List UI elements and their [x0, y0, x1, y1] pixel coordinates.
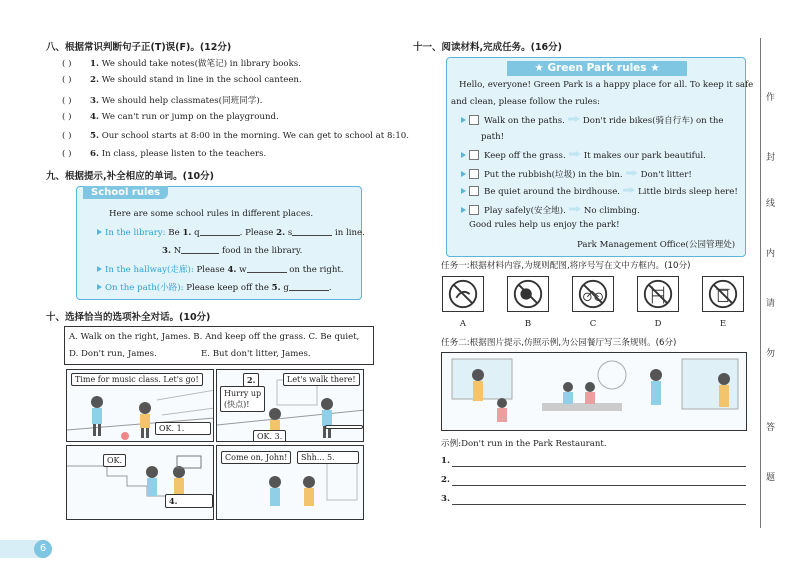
path-label: On the path(小路): — [105, 283, 184, 293]
answer-box[interactable] — [469, 169, 479, 179]
rule-text-a: Put the rubbish(垃圾) in the bin. — [484, 170, 623, 180]
hint-letter-4: w — [239, 265, 247, 275]
sign-label: C — [589, 319, 597, 329]
sign-b — [507, 276, 549, 312]
judge-item — [62, 57, 301, 69]
green-park-rules-box — [446, 57, 754, 257]
comic-panel-4 — [216, 445, 364, 520]
rule-text-a: Walk on the paths. — [484, 116, 565, 126]
answer-box[interactable] — [469, 115, 479, 125]
no-walking-on-grass-icon — [443, 277, 483, 311]
answer-box[interactable] — [469, 186, 479, 196]
margin-char: 请 — [766, 299, 776, 309]
rule-text-b: It makes our park beautiful. — [583, 151, 706, 161]
panel-2-ok: OK. 3. — [253, 430, 286, 442]
options-row-2a: D. Don't run, James. — [69, 349, 157, 359]
blank-5[interactable] — [289, 282, 329, 291]
answer-paren[interactable]: ( ) — [62, 95, 72, 106]
hint-letter-3: N — [173, 246, 182, 256]
library-rule-line-3 — [162, 245, 302, 256]
section-9-title: 九、根据提示,补全相应的单词。(10分) — [46, 171, 215, 182]
rule-text-a: path! — [481, 132, 505, 142]
item-text: We should stand in line in the school canteen. — [101, 75, 302, 86]
panel-3-illustration — [67, 446, 214, 520]
task-1-instruction: 任务一:根据材料内容,为规则配图,将序号写在文中方框内。(10分) — [441, 261, 691, 271]
binding-line — [760, 38, 761, 528]
park-rule — [481, 132, 504, 142]
park-rule — [461, 150, 706, 161]
text: Please — [193, 265, 228, 275]
park-rule — [461, 186, 738, 197]
arrow-icon — [568, 116, 580, 122]
rubbish-bin-icon — [703, 277, 743, 311]
green-park-heading: ★ Green Park rules ★ — [507, 61, 687, 76]
panel-2-speech: Let's walk there! — [283, 373, 360, 386]
answer-paren[interactable]: ( ) — [62, 130, 72, 141]
judge-item — [62, 94, 262, 106]
section-10-title: 十、选择恰当的选项补全对话。(10分) — [46, 312, 211, 323]
no-bikes-icon — [573, 277, 613, 311]
sign-label: D — [654, 319, 662, 329]
sign-label: B — [524, 319, 532, 329]
hint-letter-5: g — [283, 283, 289, 293]
blank-number-3: 3. — [162, 246, 171, 256]
text: food in the library. — [219, 246, 303, 256]
triangle-bullet-icon — [97, 229, 102, 235]
judge-item — [62, 149, 266, 159]
panel-2-number: 2. — [247, 375, 256, 385]
green-park-title: Green Park rules — [547, 62, 647, 74]
rule-text-b: Don't ride bikes(骑自行车) on the — [582, 116, 724, 126]
item-text: Our school starts at 8:00 in the morning. We can get to school at 8:10. — [101, 130, 409, 141]
options-row-1: A. Walk on the right, James. B. And keep off the grass. C. Be quiet, — [69, 332, 360, 342]
text: Be — [168, 228, 183, 238]
hallway-label: In the hallway(走廊): — [105, 265, 194, 275]
panel-2-answer[interactable] — [243, 373, 259, 387]
margin-char: 答 — [766, 423, 776, 433]
panel-1-answer[interactable]: OK. 1. — [155, 422, 211, 435]
margin-char: 作 — [766, 93, 776, 103]
blank-3[interactable] — [181, 245, 219, 254]
no-noise-icon — [508, 277, 548, 311]
triangle-bullet-icon — [461, 152, 466, 158]
judge-item — [62, 75, 302, 85]
hurry-text: Hurry up — [224, 389, 262, 398]
sign-c — [572, 276, 614, 312]
park-rule — [461, 168, 692, 180]
triangle-bullet-icon — [461, 207, 466, 213]
library-label: In the library: — [105, 228, 166, 238]
blank-number-1: 1. — [182, 228, 192, 238]
options-box — [64, 326, 374, 365]
text: . Please — [239, 228, 277, 238]
margin-char: 内 — [766, 249, 776, 259]
answer-paren[interactable]: ( ) — [62, 149, 72, 159]
panel-2-hurry — [220, 386, 265, 412]
item-text: We should help classmates(同班同学). — [101, 95, 263, 106]
example-sentence: 示例:Don't run in the Park Restaurant. — [441, 439, 607, 449]
comic-panel-1 — [66, 369, 214, 442]
sign-e — [702, 276, 744, 312]
comic-panel-2 — [216, 369, 364, 442]
sign-a — [442, 276, 484, 312]
triangle-bullet-icon — [97, 284, 102, 290]
sign-label: E — [719, 319, 727, 329]
no-climbing-icon — [638, 277, 678, 311]
park-closing: Good rules help us enjoy the park! — [469, 220, 620, 230]
school-rules-heading: School rules — [83, 186, 168, 199]
school-rules-box — [76, 186, 365, 300]
answer-number: 3. — [441, 494, 450, 504]
panel-3-answer[interactable] — [165, 494, 213, 508]
triangle-bullet-icon — [461, 188, 466, 194]
arrow-icon — [569, 151, 581, 157]
text: on the right. — [286, 265, 344, 275]
item-number: 4. — [90, 112, 99, 123]
library-rule-line — [97, 227, 365, 238]
item-number: 6. — [90, 149, 99, 159]
answer-paren[interactable]: ( ) — [62, 75, 72, 86]
rule-text-a: Be quiet around the birdhouse. — [484, 187, 621, 197]
panel-4-speech: Come on, John! — [221, 451, 291, 464]
school-rules-intro: Here are some school rules in different places. — [109, 209, 314, 219]
judge-item — [62, 131, 409, 141]
section-11-title: 十一、阅读材料,完成任务。(16分) — [413, 42, 563, 53]
restaurant-picture — [441, 352, 747, 431]
park-intro-2: and clean, please follow the rules: — [451, 97, 601, 107]
rule-text-b: No climbing. — [583, 206, 640, 216]
margin-char: 勿 — [766, 349, 776, 359]
answer-line[interactable] — [452, 466, 746, 467]
judge-item — [62, 112, 279, 122]
answer-number: 1. — [441, 456, 450, 466]
answer-line[interactable] — [452, 504, 746, 505]
path-rule-line: On the path(小路): Please keep off the 5. g . — [97, 281, 332, 293]
blank-number-2: 2. — [276, 228, 286, 238]
hint-letter-2: s — [287, 228, 293, 238]
rule-text-b: Don't litter! — [640, 170, 692, 180]
item-number: 5. — [90, 130, 99, 141]
answer-paren[interactable]: ( ) — [62, 59, 72, 69]
text: in line. — [332, 228, 365, 238]
sign-label: A — [459, 319, 467, 329]
park-intro-1: Hello, everyone! Green Park is a happy place for all. To keep it safe — [459, 80, 754, 90]
options-row-2b: E. But don't litter, James. — [201, 349, 311, 359]
answer-number: 2. — [441, 475, 450, 485]
park-signature: Park Management Office(公园管理处) — [577, 240, 736, 250]
item-number: 1. — [90, 59, 99, 69]
panel-1-speech: Time for music class. Let's go! — [71, 373, 203, 386]
rule-text-b: Little birds sleep here! — [638, 187, 738, 197]
item-number: 3. — [90, 95, 99, 106]
text: Please keep off the — [183, 283, 272, 293]
section-8-title: 八、根据常识判断句子正(T)误(F)。(12分) — [46, 42, 232, 53]
blank-4[interactable] — [247, 264, 287, 273]
sign-d — [637, 276, 679, 312]
rule-text-a: Play safely(安全地). — [484, 206, 566, 216]
park-rule — [461, 114, 724, 126]
triangle-bullet-icon — [97, 266, 102, 272]
hurry-cn-text: (快点)! — [224, 400, 250, 409]
task-2-instruction: 任务二:根据图片提示,仿照示例,为公园餐厅写三条规则。(6分) — [441, 338, 677, 348]
panel-3-speech: OK. — [103, 454, 126, 467]
blank-1[interactable] — [200, 227, 240, 236]
rule-text-a: Keep off the grass. — [484, 151, 566, 161]
blank-number-5: 5. — [271, 283, 281, 293]
panel-2-answer-3[interactable] — [325, 425, 363, 429]
answer-box[interactable] — [469, 150, 479, 160]
panel-4-answer[interactable]: Shh... 5. — [297, 451, 359, 464]
answer-line[interactable] — [452, 485, 746, 486]
blank-number: 4. — [169, 496, 178, 506]
margin-char: 题 — [766, 473, 776, 483]
item-text: In class, please listen to the teachers. — [101, 149, 267, 159]
answer-box[interactable] — [469, 205, 479, 215]
answer-paren[interactable]: ( ) — [62, 112, 72, 123]
arrow-icon — [626, 170, 638, 176]
hint-letter-1: q — [194, 228, 200, 238]
blank-2[interactable] — [292, 227, 332, 236]
margin-char: 线 — [766, 199, 776, 209]
triangle-bullet-icon — [461, 171, 466, 177]
item-text: We should take notes(做笔记) in library books. — [101, 59, 301, 69]
margin-char: 封 — [766, 153, 776, 163]
blank-number-4: 4. — [227, 265, 237, 275]
triangle-bullet-icon — [461, 117, 466, 123]
park-rule — [461, 204, 640, 216]
page-number: 6 — [34, 540, 52, 558]
restaurant-illustration — [442, 353, 747, 431]
comic-panel-3 — [66, 445, 214, 520]
item-number: 2. — [90, 75, 99, 86]
arrow-icon — [569, 206, 581, 212]
arrow-icon — [623, 187, 635, 193]
hallway-rule-line — [97, 263, 344, 275]
item-text: We can't run or jump on the playground. — [101, 112, 279, 123]
